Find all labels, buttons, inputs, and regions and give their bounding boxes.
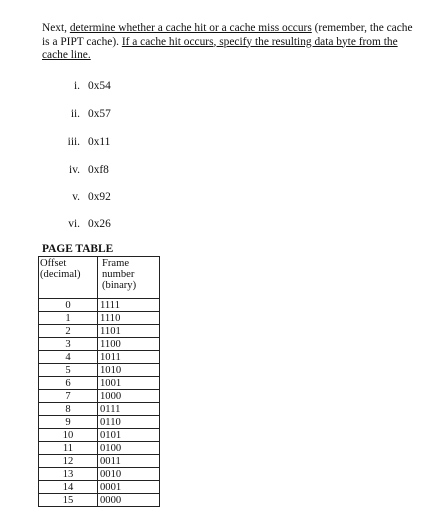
table-row [39,351,160,364]
frame-cell: 0011 [98,455,160,468]
offset-cell: 14 [39,481,98,494]
offset-cell: 5 [39,364,98,377]
table-row [39,377,160,390]
frame-cell: 0100 [98,442,160,455]
frame-cell: 1111 [98,299,160,312]
table-row [39,455,160,468]
frame-cell: 1000 [98,390,160,403]
frame-cell: 0101 [98,429,160,442]
table-row [39,312,160,325]
frame-cell: 0110 [98,416,160,429]
table-row [39,442,160,455]
offset-cell: 2 [39,325,98,338]
address-question-list [0,0,421,240]
question-number: ii. [70,108,80,120]
page-table [38,256,160,507]
table-row [39,299,160,312]
question-item [0,190,200,204]
question-item [0,135,200,149]
question-address: 0x26 [88,218,111,230]
question-number: v. [72,191,80,203]
offset-cell: 9 [39,416,98,429]
offset-cell: 15 [39,494,98,507]
offset-cell: 13 [39,468,98,481]
frame-column-header [98,257,160,299]
frame-cell: 1011 [98,351,160,364]
frame-cell: 1100 [98,338,160,351]
question-address: 0x92 [88,191,111,203]
question-address: 0x57 [88,108,111,120]
table-row [39,416,160,429]
frame-cell: 1010 [98,364,160,377]
page-table-header-row [39,257,160,299]
question-item [0,217,200,231]
frame-header-line: (binary) [102,280,137,291]
intro-text-4: If a cache hit occurs, specify the resulting data byte from the cache line. [42,35,398,61]
question-number: iv. [69,164,80,176]
question-number: i. [73,80,80,92]
question-item [0,163,200,177]
table-row [39,364,160,377]
frame-cell: 0010 [98,468,160,481]
frame-cell: 0001 [98,481,160,494]
offset-cell: 0 [39,299,98,312]
question-item [0,79,200,93]
table-row [39,390,160,403]
frame-cell: 1101 [98,325,160,338]
offset-cell: 11 [39,442,98,455]
table-row [39,429,160,442]
table-row [39,494,160,507]
frame-cell: 0000 [98,494,160,507]
intro-text-1: Next, [42,22,70,34]
table-row [39,338,160,351]
question-item [0,107,200,121]
table-row [39,325,160,338]
question-number: iii. [67,136,80,148]
offset-header-line: (decimal) [40,269,81,280]
frame-cell: 1110 [98,312,160,325]
offset-cell: 12 [39,455,98,468]
offset-cell: 6 [39,377,98,390]
question-number: vi. [68,218,80,230]
frame-cell: 0111 [98,403,160,416]
offset-cell: 7 [39,390,98,403]
offset-cell: 8 [39,403,98,416]
question-address: 0x54 [88,80,111,92]
offset-cell: 1 [39,312,98,325]
frame-header-line: Frame [102,258,130,269]
intro-text-2: determine whether a cache hit or a cache miss occurs [69,22,312,34]
intro-text-3: (remember, the cache is a PIPT cache). [42,22,413,48]
table-row [39,403,160,416]
offset-cell: 10 [39,429,98,442]
offset-cell: 4 [39,351,98,364]
offset-header-line: Offset [40,258,67,269]
table-row [39,468,160,481]
table-row [39,481,160,494]
question-address: 0xf8 [88,164,109,176]
offset-cell: 3 [39,338,98,351]
frame-cell: 1001 [98,377,160,390]
frame-header-line: number [102,269,135,280]
question-address: 0x11 [88,136,111,148]
page-table-title: PAGE TABLE [42,243,114,255]
offset-column-header [39,257,98,299]
